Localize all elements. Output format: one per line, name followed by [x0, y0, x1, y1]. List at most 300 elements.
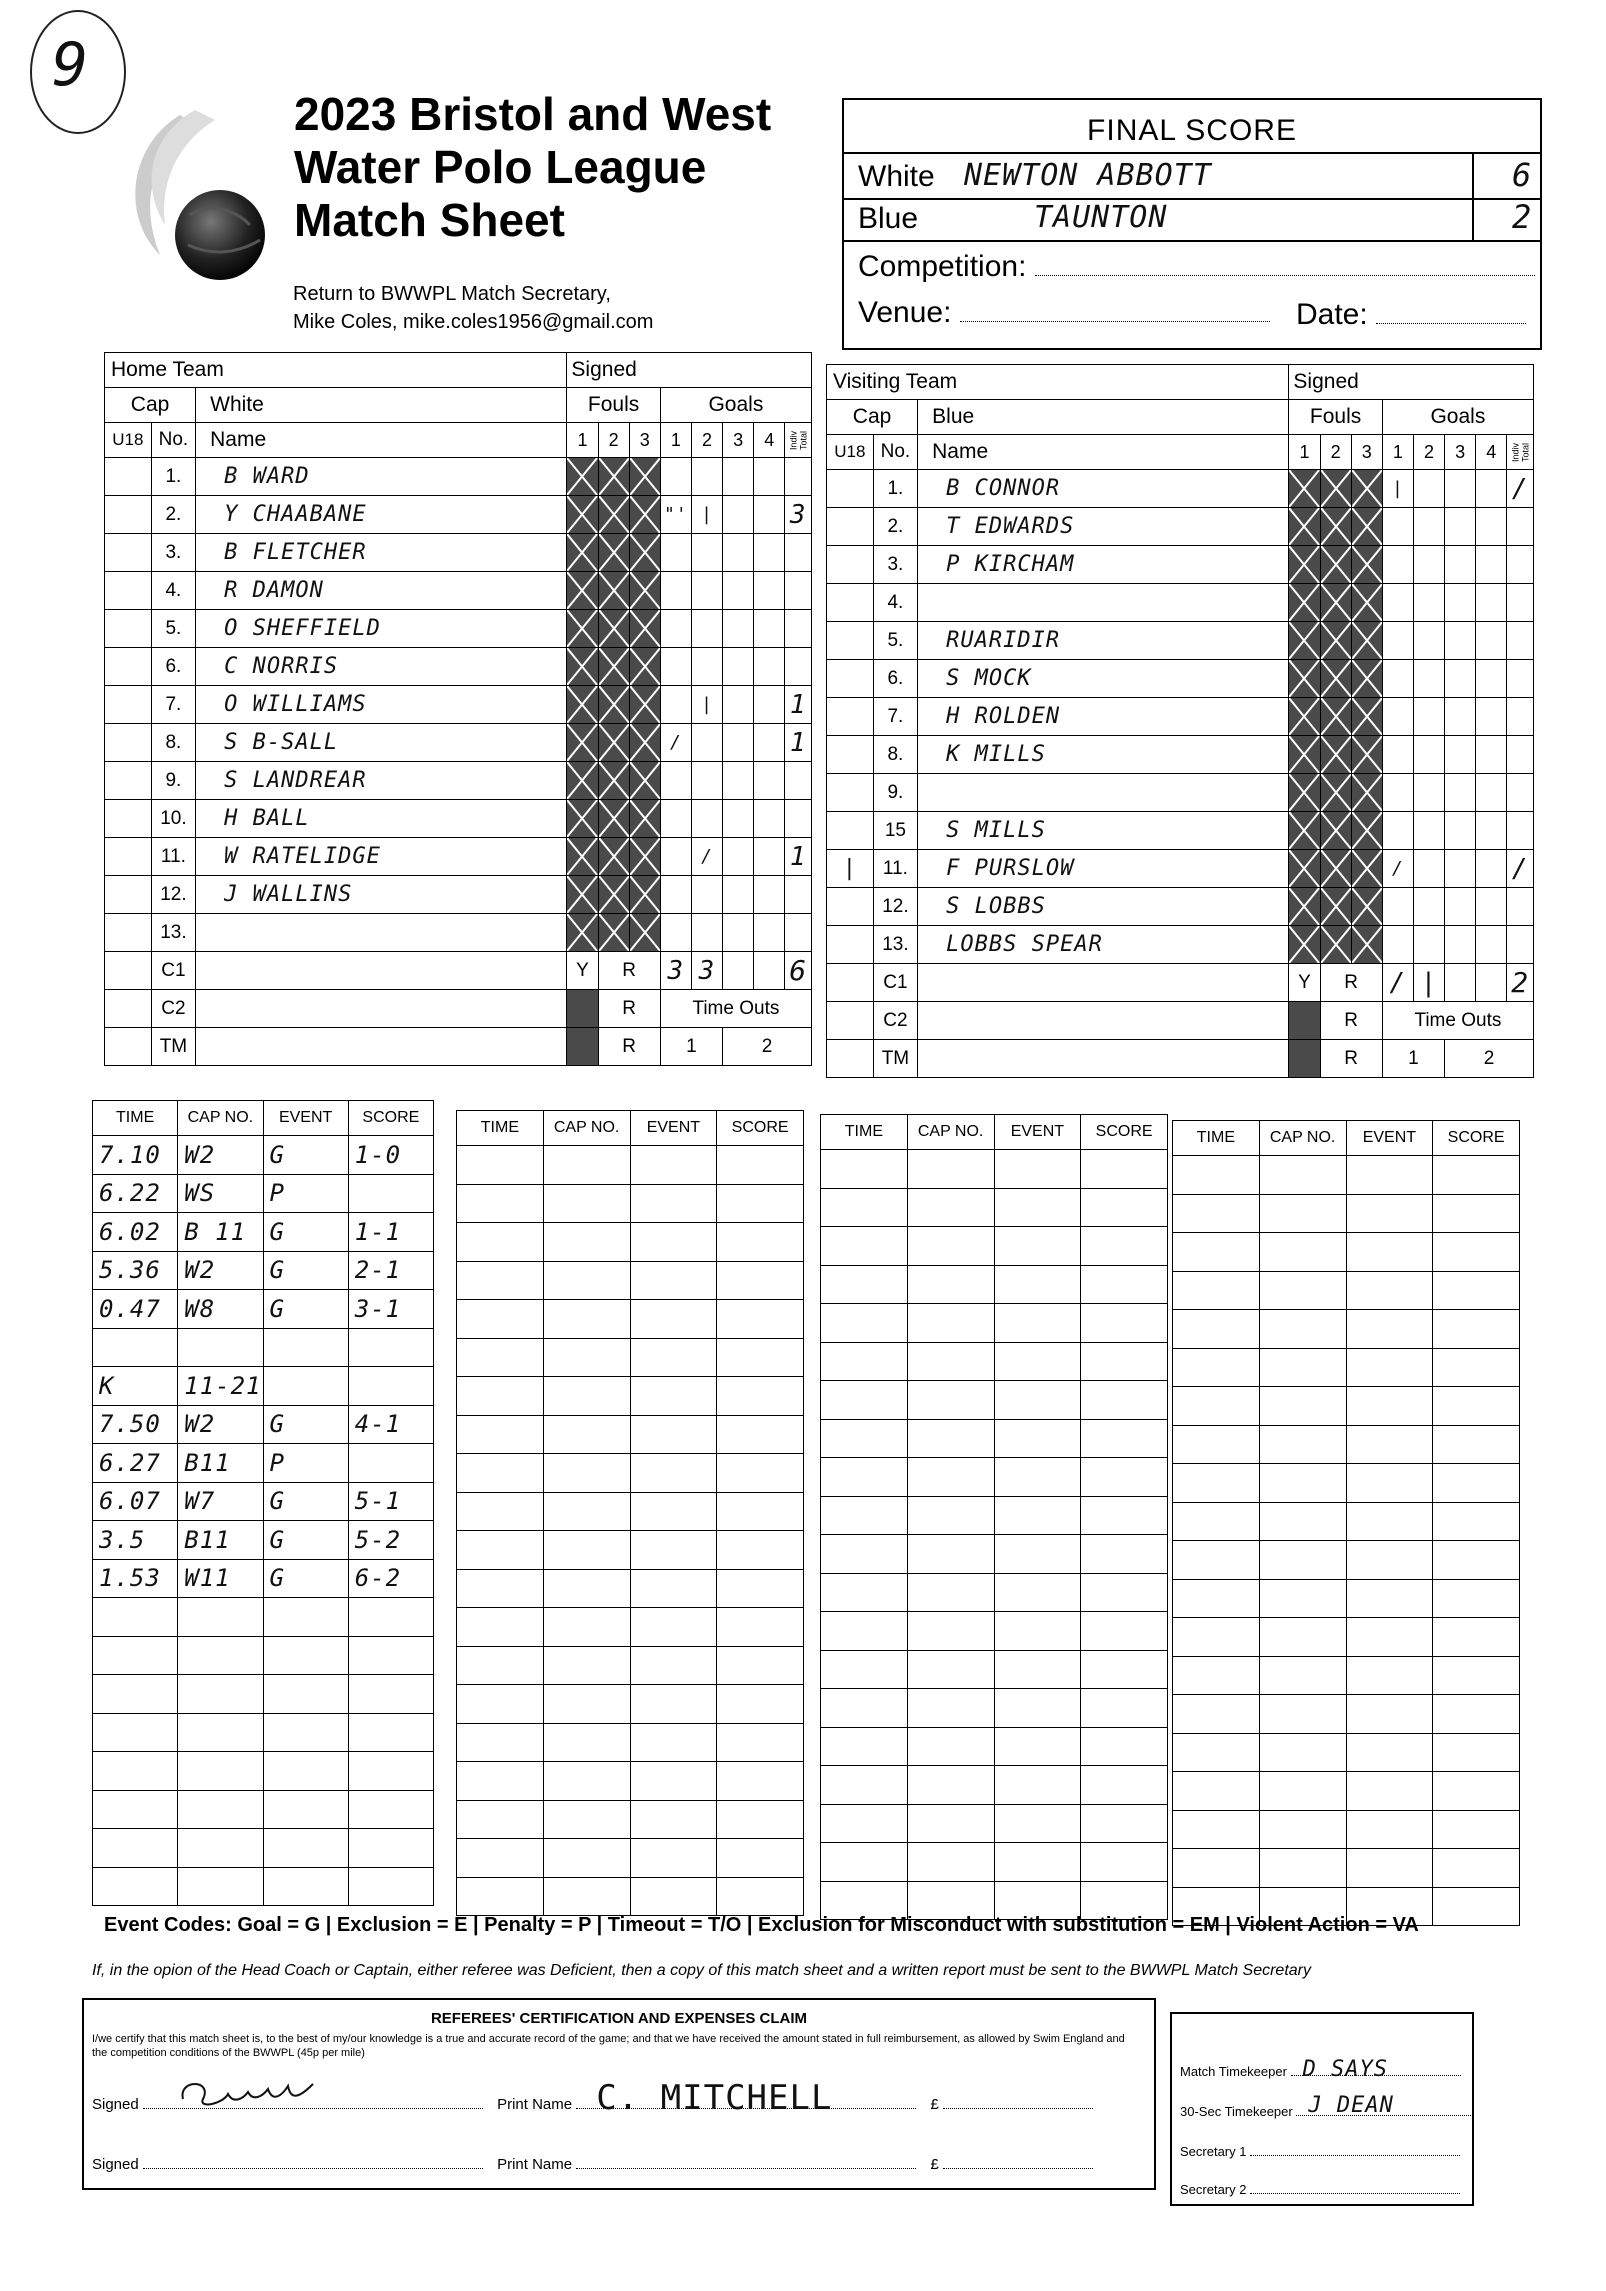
goal-cell — [1445, 698, 1476, 736]
log-cell — [1433, 1849, 1520, 1888]
log-cell — [1259, 1695, 1346, 1734]
log-cell — [263, 1790, 348, 1829]
log-cell — [263, 1598, 348, 1637]
foul-cell — [598, 724, 629, 762]
log-cell — [994, 1188, 1081, 1227]
log-cell — [907, 1766, 994, 1805]
log-cell — [457, 1877, 544, 1916]
foul-cell — [1351, 850, 1382, 888]
log-cell — [543, 1800, 630, 1839]
player-row — [827, 622, 1534, 660]
log-cell — [1346, 1233, 1433, 1272]
foul-cell — [1351, 508, 1382, 546]
log-cell — [1259, 1387, 1346, 1426]
log-row — [821, 1188, 1168, 1227]
log-cell — [1433, 1733, 1520, 1772]
log-row — [1173, 1387, 1520, 1426]
log-cell — [178, 1675, 263, 1714]
log-cell — [178, 1598, 263, 1637]
log-cell — [717, 1223, 804, 1262]
log-cell — [717, 1184, 804, 1223]
goal-cell — [1413, 850, 1444, 888]
log-cell — [821, 1727, 908, 1766]
goal-cell — [660, 838, 691, 876]
indiv-total: 3 — [785, 496, 812, 534]
log-cell — [630, 1300, 717, 1339]
log-cell — [630, 1454, 717, 1493]
timeouts-label: Time Outs — [1382, 1002, 1533, 1040]
tm-label: TM — [151, 1028, 195, 1066]
c1-goal-1: / — [1382, 964, 1413, 1002]
log-row — [93, 1444, 434, 1483]
log-cell — [1433, 1348, 1520, 1387]
log-cell — [1433, 1233, 1520, 1272]
log-cell — [348, 1174, 433, 1213]
referee-print-name-1: C. MITCHELL — [596, 2078, 833, 2118]
referee-1-row — [92, 2078, 1142, 2118]
log-cell: 3-1 — [348, 1290, 433, 1329]
log-cell: 5-2 — [348, 1521, 433, 1560]
column-number: 3 — [1351, 435, 1382, 470]
log-cell: 1.53 — [93, 1559, 178, 1598]
log-cell — [821, 1227, 908, 1266]
white-score: 6 — [1512, 156, 1533, 194]
goal-cell — [754, 458, 785, 496]
foul-cell — [629, 534, 660, 572]
goal-cell — [1445, 774, 1476, 812]
team-label: Visiting Team — [827, 365, 1289, 400]
log-row — [821, 1150, 1168, 1189]
log-row — [821, 1766, 1168, 1805]
u18-cell — [827, 546, 874, 584]
log-cell — [630, 1531, 717, 1570]
foul-cell — [567, 762, 598, 800]
goal-cell — [691, 648, 722, 686]
goal-cell — [1413, 774, 1444, 812]
log-row — [821, 1227, 1168, 1266]
foul-cell — [1289, 774, 1320, 812]
goal-cell — [754, 534, 785, 572]
log-cell: 7.50 — [93, 1405, 178, 1444]
player-row — [105, 648, 812, 686]
player-name: K MILLS — [918, 736, 1289, 774]
c1-label: C1 — [873, 964, 917, 1002]
log-cell — [717, 1146, 804, 1185]
log-cell — [1173, 1310, 1260, 1349]
log-cell — [907, 1535, 994, 1574]
log-header: TIME — [457, 1111, 544, 1146]
log-cell — [717, 1454, 804, 1493]
cap-number: 11. — [873, 850, 917, 888]
goal-cell: "' — [660, 496, 691, 534]
foul-cell — [1320, 888, 1351, 926]
match-timekeeper-row — [1180, 2057, 1461, 2082]
log-cell: 3.5 — [93, 1521, 178, 1560]
log-cell — [717, 1839, 804, 1878]
log-cell — [178, 1713, 263, 1752]
foul-cell — [598, 762, 629, 800]
log-header: TIME — [93, 1101, 178, 1136]
goal-cell — [723, 534, 754, 572]
log-cell — [1081, 1535, 1168, 1574]
indiv-total — [785, 610, 812, 648]
foul-cell — [1351, 546, 1382, 584]
log-header: SCORE — [717, 1111, 804, 1146]
foul-cell — [1351, 698, 1382, 736]
foul-cell — [598, 496, 629, 534]
indiv-total — [1507, 546, 1534, 584]
goal-cell — [1413, 888, 1444, 926]
goal-cell — [754, 876, 785, 914]
foul-cell — [1320, 736, 1351, 774]
log-cell — [1346, 1387, 1433, 1426]
u18-cell — [827, 470, 874, 508]
blue-label: Blue — [858, 202, 919, 235]
return-line-1: Return to BWWPL Match Secretary, — [293, 283, 611, 305]
column-number: 1 — [1382, 435, 1413, 470]
goal-cell — [723, 724, 754, 762]
log-row — [821, 1612, 1168, 1651]
log-cell: 6.22 — [93, 1174, 178, 1213]
final-score-box — [842, 98, 1542, 350]
u18-cell — [105, 534, 152, 572]
foul-cell — [1320, 774, 1351, 812]
log-cell — [1259, 1579, 1346, 1618]
log-cell — [457, 1415, 544, 1454]
white-team-name: NEWTON ABBOTT — [964, 158, 1212, 193]
log-row — [93, 1290, 434, 1329]
player-row — [105, 496, 812, 534]
log-cell — [1346, 1733, 1433, 1772]
log-cell: 6-2 — [348, 1559, 433, 1598]
goal-cell: | — [691, 686, 722, 724]
referees-title: REFEREES' CERTIFICATION AND EXPENSES CLAIM — [430, 2010, 808, 2027]
cap-number: 2. — [151, 496, 195, 534]
log-cell — [348, 1636, 433, 1675]
log-cell — [1433, 1656, 1520, 1695]
referees-box — [82, 1998, 1156, 2190]
log-cell — [821, 1496, 908, 1535]
goal-cell — [1382, 698, 1413, 736]
player-row — [827, 774, 1534, 812]
player-row — [827, 546, 1534, 584]
log-cell — [457, 1454, 544, 1493]
log-row — [93, 1521, 434, 1560]
log-cell — [457, 1223, 544, 1262]
player-row — [105, 534, 812, 572]
log-cell — [907, 1727, 994, 1766]
log-row — [1173, 1502, 1520, 1541]
log-row — [821, 1458, 1168, 1497]
goal-cell — [1476, 926, 1507, 964]
timeout-1: 1 — [660, 1028, 722, 1066]
indiv-total-label: Indiv Total — [1507, 435, 1534, 470]
goal-cell — [660, 458, 691, 496]
match-timekeeper-label: Match Timekeeper — [1180, 2064, 1287, 2079]
indiv-total — [1507, 774, 1534, 812]
log-cell: P — [263, 1444, 348, 1483]
log-cell — [178, 1328, 263, 1367]
player-row — [827, 926, 1534, 964]
log-cell — [1433, 1618, 1520, 1657]
competition-label: Competition: — [858, 250, 1027, 283]
log-cell — [907, 1342, 994, 1381]
goal-cell — [1445, 546, 1476, 584]
indiv-total — [1507, 812, 1534, 850]
log-cell — [263, 1328, 348, 1367]
log-cell — [821, 1150, 908, 1189]
log-row — [93, 1675, 434, 1714]
log-row — [821, 1535, 1168, 1574]
white-label: White — [858, 160, 935, 193]
log-row — [457, 1415, 804, 1454]
indiv-total — [1507, 660, 1534, 698]
log-header: EVENT — [1346, 1121, 1433, 1156]
log-cell — [543, 1569, 630, 1608]
log-cell: 5-1 — [348, 1482, 433, 1521]
player-name: S MOCK — [918, 660, 1289, 698]
u18-cell — [105, 838, 152, 876]
foul-cell — [567, 686, 598, 724]
log-cell — [717, 1646, 804, 1685]
goal-cell — [723, 648, 754, 686]
log-row — [93, 1213, 434, 1252]
log-cell — [543, 1415, 630, 1454]
goal-cell — [1382, 812, 1413, 850]
log-cell: K — [93, 1367, 178, 1406]
log-cell — [543, 1377, 630, 1416]
goal-cell — [691, 800, 722, 838]
log-cell — [994, 1496, 1081, 1535]
log-cell — [543, 1454, 630, 1493]
log-cell — [821, 1458, 908, 1497]
foul-cell — [1320, 546, 1351, 584]
c2-label: C2 — [873, 1002, 917, 1040]
cap-number: 3. — [873, 546, 917, 584]
log-row — [1173, 1772, 1520, 1811]
log-cell — [1259, 1425, 1346, 1464]
log-cell — [348, 1675, 433, 1714]
log-cell — [93, 1328, 178, 1367]
foul-cell — [598, 838, 629, 876]
u18-cell — [827, 508, 874, 546]
log-cell: G — [263, 1251, 348, 1290]
log-cell — [1173, 1618, 1260, 1657]
log-cell: G — [263, 1559, 348, 1598]
no-label: No. — [151, 423, 195, 458]
log-row — [1173, 1271, 1520, 1310]
goal-cell — [1382, 736, 1413, 774]
log-cell — [178, 1829, 263, 1868]
log-cell — [1173, 1810, 1260, 1849]
log-cell — [543, 1223, 630, 1262]
log-cell — [348, 1598, 433, 1637]
foul-cell — [598, 876, 629, 914]
log-cell — [1081, 1342, 1168, 1381]
player-name: S LANDREAR — [196, 762, 567, 800]
log-cell: W2 — [178, 1251, 263, 1290]
goal-cell — [691, 458, 722, 496]
log-cell — [1346, 1849, 1433, 1888]
goal-cell — [723, 876, 754, 914]
log-cell — [457, 1608, 544, 1647]
foul-cell — [629, 648, 660, 686]
c2-label: C2 — [151, 990, 195, 1028]
cap-number: 7. — [873, 698, 917, 736]
log-cell: G — [263, 1521, 348, 1560]
goal-cell — [1413, 470, 1444, 508]
log-cell — [263, 1713, 348, 1752]
visiting-team-table — [826, 364, 1534, 1078]
log-cell — [821, 1419, 908, 1458]
log-cell — [994, 1150, 1081, 1189]
log-cell — [994, 1381, 1081, 1420]
goal-cell — [1382, 508, 1413, 546]
indiv-total — [1507, 584, 1534, 622]
log-cell — [1433, 1156, 1520, 1195]
log-cell — [543, 1762, 630, 1801]
log-cell — [907, 1458, 994, 1497]
log-cell — [821, 1188, 908, 1227]
log-cell — [630, 1839, 717, 1878]
timeout-1: 1 — [1382, 1040, 1444, 1078]
goal-cell — [1413, 660, 1444, 698]
log-cell — [1346, 1310, 1433, 1349]
log-cell — [994, 1612, 1081, 1651]
title-line-3: Match Sheet — [294, 194, 565, 246]
goal-cell — [691, 876, 722, 914]
timeout-2: 2 — [723, 1028, 812, 1066]
return-instructions — [293, 280, 653, 336]
log-cell — [994, 1304, 1081, 1343]
log-cell: 7.10 — [93, 1136, 178, 1175]
indiv-total — [785, 762, 812, 800]
log-row — [457, 1223, 804, 1262]
log-cell — [1081, 1304, 1168, 1343]
cap-number: 9. — [151, 762, 195, 800]
log-cell: G — [263, 1482, 348, 1521]
indiv-total — [785, 572, 812, 610]
goal-cell — [1445, 926, 1476, 964]
log-cell — [457, 1338, 544, 1377]
foul-cell — [567, 648, 598, 686]
log-row — [457, 1492, 804, 1531]
log-cell: WS — [178, 1174, 263, 1213]
title-line-1: 2023 Bristol and West — [294, 88, 772, 140]
log-cell — [1259, 1464, 1346, 1503]
log-row — [1173, 1810, 1520, 1849]
goal-cell — [691, 572, 722, 610]
log-cell — [717, 1608, 804, 1647]
goal-cell — [723, 496, 754, 534]
log-cell — [994, 1458, 1081, 1497]
log-cell — [821, 1843, 908, 1882]
log-cell — [821, 1342, 908, 1381]
log-row — [93, 1867, 434, 1906]
log-row — [457, 1569, 804, 1608]
goal-cell — [691, 534, 722, 572]
log-cell — [630, 1377, 717, 1416]
log-cell — [1081, 1612, 1168, 1651]
goal-cell — [723, 762, 754, 800]
log-row — [821, 1342, 1168, 1381]
log-row — [1173, 1541, 1520, 1580]
indiv-total: / — [1507, 850, 1534, 888]
signed-label: Signed — [567, 353, 812, 388]
log-cell — [543, 1608, 630, 1647]
cap-number: 6. — [151, 648, 195, 686]
foul-cell — [598, 800, 629, 838]
player-row — [827, 660, 1534, 698]
print-label-2: Print Name — [497, 2156, 573, 2173]
u18-label: U18 — [105, 423, 152, 458]
title-line-2: Water Polo League — [294, 141, 707, 193]
log-cell — [457, 1800, 544, 1839]
log-row — [821, 1843, 1168, 1882]
log-cell — [717, 1877, 804, 1916]
goal-cell — [723, 610, 754, 648]
goal-cell — [691, 914, 722, 952]
foul-cell — [598, 648, 629, 686]
log-cell — [994, 1804, 1081, 1843]
foul-cell — [567, 838, 598, 876]
log-cell — [630, 1800, 717, 1839]
foul-cell — [1289, 470, 1320, 508]
log-cell — [994, 1766, 1081, 1805]
league-logo — [120, 105, 290, 285]
foul-cell — [1289, 698, 1320, 736]
foul-cell — [629, 876, 660, 914]
date-label: Date: — [1296, 298, 1368, 331]
log-cell — [93, 1713, 178, 1752]
cap-number: 15 — [873, 812, 917, 850]
log-cell — [263, 1636, 348, 1675]
log-cell — [457, 1762, 544, 1801]
goal-cell — [754, 686, 785, 724]
cap-colour: Blue — [918, 400, 1289, 435]
log-row — [93, 1752, 434, 1791]
log-cell: 4-1 — [348, 1405, 433, 1444]
foul-cell — [1320, 584, 1351, 622]
log-cell — [821, 1804, 908, 1843]
red-card-c2: R — [598, 990, 660, 1028]
goal-cell — [723, 838, 754, 876]
foul-cell — [598, 686, 629, 724]
red-card-c2: R — [1320, 1002, 1382, 1040]
log-cell — [1346, 1579, 1433, 1618]
u18-cell — [827, 622, 874, 660]
foul-cell — [567, 724, 598, 762]
log-cell — [1173, 1271, 1260, 1310]
log-cell: P — [263, 1174, 348, 1213]
log-cell — [994, 1727, 1081, 1766]
sheet-title — [294, 88, 771, 247]
u18-cell — [105, 572, 152, 610]
player-row — [105, 610, 812, 648]
log-cell: B11 — [178, 1521, 263, 1560]
log-cell — [630, 1146, 717, 1185]
foul-cell — [629, 914, 660, 952]
goal-cell — [1382, 926, 1413, 964]
indiv-total — [1507, 622, 1534, 660]
indiv-total — [1507, 698, 1534, 736]
yellow-card: Y — [567, 952, 598, 990]
log-row — [93, 1829, 434, 1868]
foul-cell — [629, 762, 660, 800]
log-row — [821, 1650, 1168, 1689]
log-cell — [994, 1227, 1081, 1266]
player-name: H ROLDEN — [918, 698, 1289, 736]
